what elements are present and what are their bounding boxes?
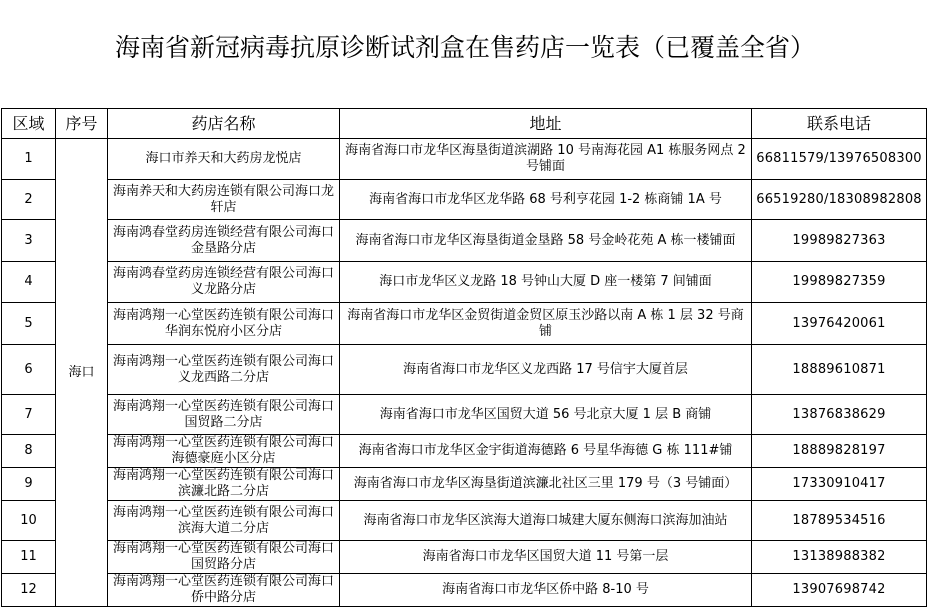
pharmacy-phone: 19989827359 (752, 262, 927, 303)
pharmacy-name: 海南鸿春堂药房连锁经营有限公司海口义龙路分店 (108, 262, 340, 303)
pharmacy-address: 海南省海口市龙华区滨海大道海口城建大厦东侧海口滨海加油站 (340, 501, 752, 541)
pharmacy-name: 海南鸿翔一心堂医药连锁有限公司海口海德豪庭小区分店 (108, 435, 340, 468)
seq-cell: 1 (2, 139, 56, 180)
pharmacy-name: 海南鸿翔一心堂医药连锁有限公司海口侨中路分店 (108, 574, 340, 607)
pharmacy-name: 海南鸿翔一心堂医药连锁有限公司海口滨海大道二分店 (108, 501, 340, 541)
header-region: 区域 (2, 109, 56, 139)
table-row (2, 180, 927, 220)
seq-cell: 4 (2, 262, 56, 303)
table-row (2, 541, 927, 574)
pharmacy-address: 海南省海口市龙华区侨中路 8-10 号 (340, 574, 752, 607)
seq-cell: 2 (2, 180, 56, 220)
pharmacy-name: 海南养天和大药房连锁有限公司海口龙轩店 (108, 180, 340, 220)
pharmacy-phone: 13138988382 (752, 541, 927, 574)
table-row (2, 468, 927, 501)
pharmacy-address: 海南省海口市龙华区海垦街道滨濂北社区三里 179 号（3 号铺面） (340, 468, 752, 501)
table-row (2, 435, 927, 468)
table-row (2, 345, 927, 395)
header-phone: 联系电话 (752, 109, 927, 139)
pharmacy-name: 海南鸿翔一心堂医药连锁有限公司海口国贸路二分店 (108, 395, 340, 435)
pharmacy-phone: 18889610871 (752, 345, 927, 395)
pharmacy-address: 海口市龙华区义龙路 18 号钟山大厦 D 座一楼第 7 间铺面 (340, 262, 752, 303)
table-row (2, 501, 927, 541)
pharmacy-table (1, 108, 927, 607)
header-name: 药店名称 (108, 109, 340, 139)
pharmacy-phone: 13907698742 (752, 574, 927, 607)
seq-cell: 7 (2, 395, 56, 435)
seq-cell: 10 (2, 501, 56, 541)
seq-cell: 11 (2, 541, 56, 574)
table-header-row (2, 109, 927, 139)
pharmacy-address: 海南省海口市龙华区金宇街道海德路 6 号星华海德 G 栋 111#铺 (340, 435, 752, 468)
pharmacy-address: 海南省海口市龙华区金贸街道金贸区原玉沙路以南 A 栋 1 层 32 号商铺 (340, 303, 752, 345)
pharmacy-phone: 13876838629 (752, 395, 927, 435)
pharmacy-phone: 18789534516 (752, 501, 927, 541)
pharmacy-name: 海南鸿翔一心堂医药连锁有限公司海口滨濂北路二分店 (108, 468, 340, 501)
pharmacy-phone: 17330910417 (752, 468, 927, 501)
table-row (2, 574, 927, 607)
pharmacy-name: 海南鸿翔一心堂医药连锁有限公司海口华润东悦府小区分店 (108, 303, 340, 345)
pharmacy-phone: 18889828197 (752, 435, 927, 468)
table-row (2, 395, 927, 435)
pharmacy-phone: 66519280/18308982808 (752, 180, 927, 220)
pharmacy-address: 海南省海口市龙华区海垦街道滨湖路 10 号南海花园 A1 栋服务网点 2 号铺面 (340, 139, 752, 180)
seq-cell: 6 (2, 345, 56, 395)
pharmacy-address: 海南省海口市龙华区国贸大道 11 号第一层 (340, 541, 752, 574)
header-seq: 序号 (56, 109, 108, 139)
pharmacy-phone: 13976420061 (752, 303, 927, 345)
seq-cell: 5 (2, 303, 56, 345)
page-title: 海南省新冠病毒抗原诊断试剂盒在售药店一览表（已覆盖全省） (114, 33, 815, 62)
pharmacy-address: 海南省海口市龙华区义龙西路 17 号信宇大厦首层 (340, 345, 752, 395)
pharmacy-name: 海口市养天和大药房龙悦店 (108, 139, 340, 180)
pharmacy-name: 海南鸿春堂药房连锁经营有限公司海口金垦路分店 (108, 220, 340, 262)
pharmacy-name: 海南鸿翔一心堂医药连锁有限公司海口国贸路分店 (108, 541, 340, 574)
table-row (2, 303, 927, 345)
pharmacy-phone: 66811579/13976508300 (752, 139, 927, 180)
seq-cell: 12 (2, 574, 56, 607)
pharmacy-address: 海南省海口市龙华区国贸大道 56 号北京大厦 1 层 B 商铺 (340, 395, 752, 435)
pharmacy-address: 海南省海口市龙华区海垦街道金垦路 58 号金岭花苑 A 栋一楼铺面 (340, 220, 752, 262)
table-row (2, 139, 927, 180)
seq-cell: 3 (2, 220, 56, 262)
region-merged-cell: 海口 (56, 139, 108, 607)
table-row (2, 262, 927, 303)
pharmacy-phone: 19989827363 (752, 220, 927, 262)
seq-cell: 8 (2, 435, 56, 468)
header-address: 地址 (340, 109, 752, 139)
pharmacy-name: 海南鸿翔一心堂医药连锁有限公司海口义龙西路二分店 (108, 345, 340, 395)
table-row (2, 220, 927, 262)
seq-cell: 9 (2, 468, 56, 501)
pharmacy-address: 海南省海口市龙华区龙华路 68 号利亨花园 1-2 栋商铺 1A 号 (340, 180, 752, 220)
